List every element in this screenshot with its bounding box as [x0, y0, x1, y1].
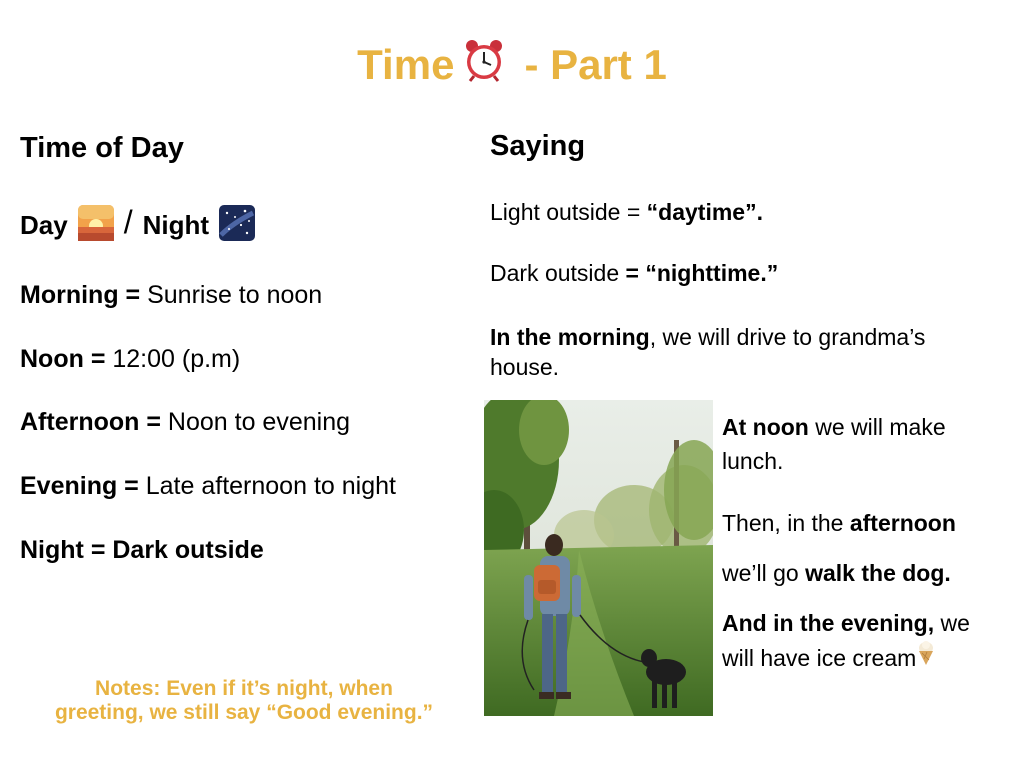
definition-evening: Evening = Late afternoon to night [20, 472, 396, 500]
definition-noon: Noon = 12:00 (p.m) [20, 345, 241, 373]
day-label: Day [20, 210, 68, 240]
saying-morning: In the morning, we will drive to grandma’s house. [490, 324, 926, 380]
saying-dark: Dark outside = “nighttime.” [490, 260, 779, 286]
night-sky-icon [219, 205, 255, 246]
night-label: Night [142, 210, 210, 240]
time-of-day-heading: Time of Day [20, 132, 184, 164]
saying-light: Light outside = “daytime”. [490, 199, 763, 225]
definition-night: Night = Dark outside [20, 536, 264, 564]
day-night-row [20, 204, 255, 247]
saying-walk: we’ll go walk the dog. [722, 560, 951, 586]
title-suffix: - Part 1 [524, 41, 667, 88]
day-night-separator: / [123, 204, 133, 240]
alarm-clock-icon [462, 38, 506, 92]
saying-heading: Saying [490, 130, 586, 162]
definition-afternoon: Afternoon = Noon to evening [20, 408, 351, 436]
notes-text: Notes: Even if it’s night, when greeting, we still say “Good evening.” [54, 677, 434, 724]
saying-evening: And in the evening, we will have ice cream [722, 606, 1017, 675]
sunrise-icon [78, 205, 114, 246]
saying-afternoon: Then, in the afternoon [722, 510, 956, 536]
definition-morning: Morning = Sunrise to noon [20, 281, 323, 309]
ice-cream-icon [917, 640, 935, 675]
title-text: Time [357, 41, 455, 88]
person-walking-dog-photo [484, 400, 713, 716]
saying-noon: At noon we will make lunch. [722, 414, 946, 474]
page-title [0, 38, 1024, 92]
